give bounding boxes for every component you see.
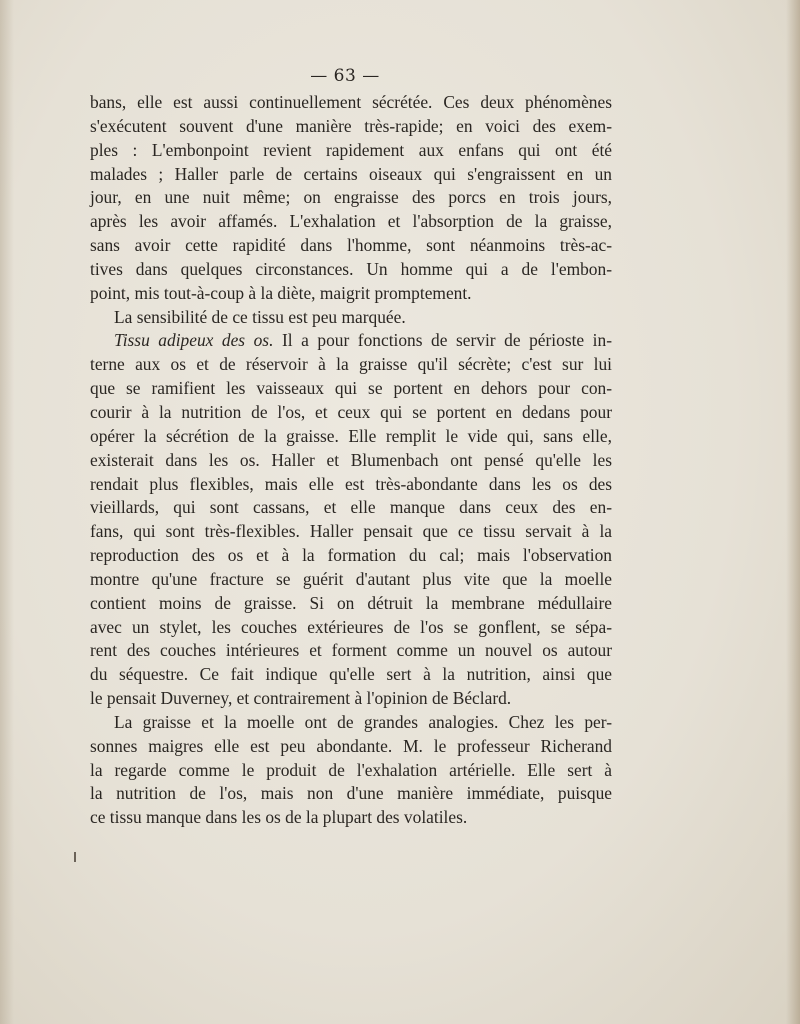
line-text: vieillards, qui sont cassans, et elle manque dans ceux des en-: [90, 497, 612, 518]
line-text: opérer la sécrétion de la graisse. Elle remplit le vide qui, sans elle,: [90, 425, 612, 446]
line-text: avec un stylet, les couches extérieures de l'os se gonflent, se sépa-: [90, 616, 612, 637]
line-text: la nutrition de l'os, mais non d'une manière immédiate, puisque: [90, 783, 612, 804]
text-line: [90, 115, 612, 139]
text-line: [90, 592, 612, 616]
text-line: [90, 139, 612, 163]
text-line: [90, 353, 612, 377]
text-line: [90, 806, 612, 830]
text-line: [90, 401, 612, 425]
text-line: [90, 663, 612, 687]
text-line: [90, 759, 612, 783]
text-line: [90, 306, 612, 330]
text-line: [90, 473, 612, 497]
text-line: [90, 449, 612, 473]
text-line: [90, 234, 612, 258]
text-line: [90, 735, 612, 759]
margin-mark: [74, 852, 76, 862]
text-line: [90, 639, 612, 663]
line-text: La graisse et la moelle ont de grandes analogies. Chez les per-: [114, 711, 612, 732]
line-text: ples : L'embonpoint revient rapidement aux enfans qui ont été: [90, 139, 612, 160]
text-line: [90, 258, 612, 282]
text-line: [90, 210, 612, 234]
text-line: [90, 282, 612, 306]
text-line: [90, 687, 612, 711]
text-line: [90, 425, 612, 449]
line-text: montre qu'une fracture se guérit d'autant plus vite que la moelle: [90, 568, 612, 589]
line-text: rendait plus flexibles, mais elle est très-abondante dans les os des: [90, 473, 612, 494]
text-line: [90, 520, 612, 544]
text-line: [90, 91, 612, 115]
line-text: le pensait Duverney, et contrairement à l'opinion de Béclard.: [90, 688, 512, 709]
text-line: [90, 186, 612, 210]
line-text: ce tissu manque dans les os de la plupart des volatiles.: [90, 807, 468, 828]
line-text: du séquestre. Ce fait indique qu'elle sert à la nutrition, ainsi que: [90, 664, 612, 685]
text-line: [90, 544, 612, 568]
body-text: [90, 91, 612, 830]
text-line: [90, 782, 612, 806]
page-right-edge: [786, 0, 800, 1024]
line-text: malades ; Haller parle de certains oiseaux qui s'engraissent en un: [90, 163, 612, 184]
line-text: point, mis tout-à-coup à la diète, maigrit promptement.: [90, 282, 472, 303]
line-text: terne aux os et de réservoir à la graisse qu'il sécrète; c'est sur lui: [90, 354, 612, 375]
text-line: [90, 616, 612, 640]
line-text: Il a pour fonctions de servir de périoste in-: [273, 330, 612, 351]
line-text: La sensibilité de ce tissu est peu marquée.: [114, 306, 406, 327]
line-text: contient moins de graisse. Si on détruit la membrane médullaire: [90, 592, 612, 613]
line-text: bans, elle est aussi continuellement sécrétée. Ces deux phénomènes: [90, 92, 612, 112]
line-text: que se ramifient les vaisseaux qui se portent en dehors pour con-: [90, 378, 612, 399]
page-left-edge: [0, 0, 14, 1024]
line-text: reproduction des os et à la formation du cal; mais l'observation: [90, 545, 612, 566]
text-line: [90, 377, 612, 401]
line-text: après les avoir affamés. L'exhalation et l'absorption de la graisse,: [90, 211, 612, 232]
text-line: [90, 329, 612, 353]
text-line: [90, 496, 612, 520]
line-text: rent des couches intérieures et forment comme un nouvel os autour: [90, 640, 612, 661]
line-text: s'exécutent souvent d'une manière très-rapide; en voici des exem-: [90, 115, 612, 136]
line-text: la regarde comme le produit de l'exhalation artérielle. Elle sert à: [90, 759, 612, 780]
line-text: courir à la nutrition de l'os, et ceux qui se portent en dedans pour: [90, 401, 612, 422]
line-text: sonnes maigres elle est peu abondante. M. le professeur Richerand: [90, 735, 612, 756]
page-number: — 63 —: [310, 66, 380, 86]
line-text: tives dans quelques circonstances. Un homme qui a de l'embon-: [90, 258, 612, 279]
line-text: jour, en une nuit même; on engraisse des porcs en trois jours,: [90, 187, 612, 208]
line-text: fans, qui sont très-flexibles. Haller pensait que ce tissu servait à la: [90, 521, 612, 542]
line-text: sans avoir cette rapidité dans l'homme, sont néanmoins très-ac-: [90, 235, 612, 256]
text-line: [90, 568, 612, 592]
line-text: existerait dans les os. Haller et Blumenbach ont pensé qu'elle les: [90, 449, 612, 470]
text-line: [90, 711, 612, 735]
text-line: [90, 163, 612, 187]
section-heading: Tissu adipeux des os.: [114, 330, 274, 351]
